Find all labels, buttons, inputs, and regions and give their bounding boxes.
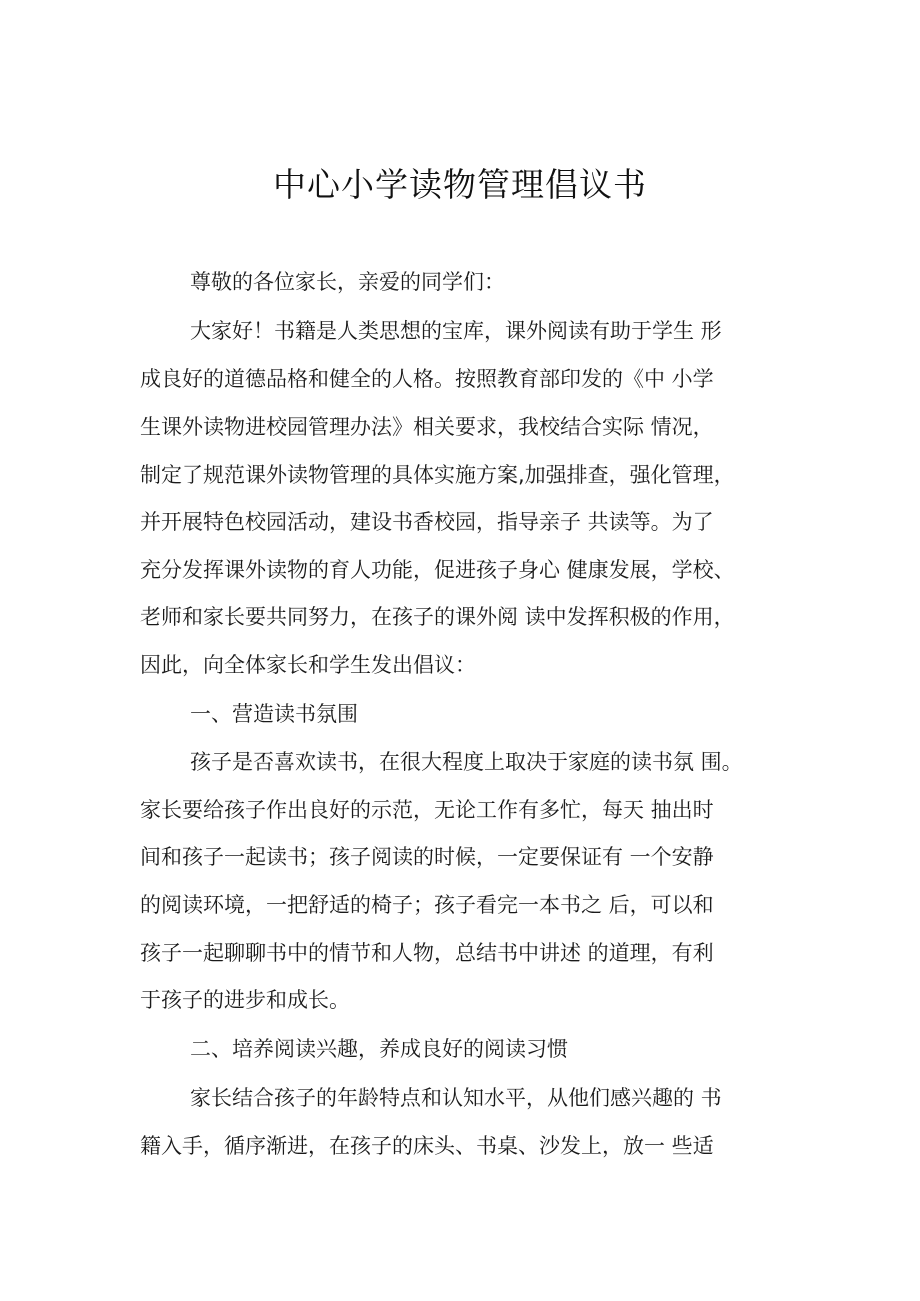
body-line: 孩子是否喜欢读书，在很大程度上取决于家庭的读书氛 围。: [190, 750, 743, 774]
salutation-line: 尊敬的各位家长，亲爱的同学们：: [190, 270, 505, 294]
body-line: 充分发挥课外读物的育人功能，促进孩子身心 健康发展，学校、: [140, 558, 735, 582]
body-line: 籍入手，循序渐进，在孩子的床头、书桌、沙发上，放一 些适: [140, 1134, 714, 1158]
body-line: 大家好！书籍是人类思想的宝库，课外阅读有助于学生 形: [190, 319, 722, 343]
body-line: 制定了规范课外读物管理的具体实施方案,加强排查，强化管理，: [140, 463, 735, 487]
body-line: 的阅读环境，一把舒适的椅子；孩子看完一本书之 后，可以和: [140, 893, 714, 917]
body-line: 生课外读物进校园管理办法》相关要求，我校结合实际 情况，: [140, 415, 714, 439]
body-line: 孩子一起聊聊书中的情节和人物，总结书中讲述 的道理，有利: [140, 941, 714, 965]
document-title: 中心小学读物管理倡议书: [273, 165, 647, 204]
body-line: 家长要给孩子作出良好的示范，无论工作有多忙，每天 抽出时: [140, 798, 714, 822]
section-heading-2: 二、培养阅读兴趣，养成良好的阅读习惯: [190, 1037, 568, 1061]
body-line: 并开展特色校园活动，建设书香校园，指导亲子 共读等。为了: [140, 510, 714, 534]
body-line: 家长结合孩子的年龄特点和认知水平，从他们感兴趣的 书: [190, 1086, 722, 1110]
body-line: 成良好的道德品格和健全的人格。按照教育部印发的《中 小学: [140, 367, 714, 391]
body-line: 间和孩子一起读书；孩子阅读的时候，一定要保证有 一个安静: [140, 845, 714, 869]
section-heading-1: 一、营造读书氛围: [190, 702, 358, 726]
body-line: 因此，向全体家长和学生发出倡议：: [140, 653, 476, 677]
body-line: 于孩子的进步和成长。: [140, 988, 350, 1012]
body-line: 老师和家长要共同努力，在孩子的课外阅 读中发挥积极的作用，: [140, 605, 735, 629]
